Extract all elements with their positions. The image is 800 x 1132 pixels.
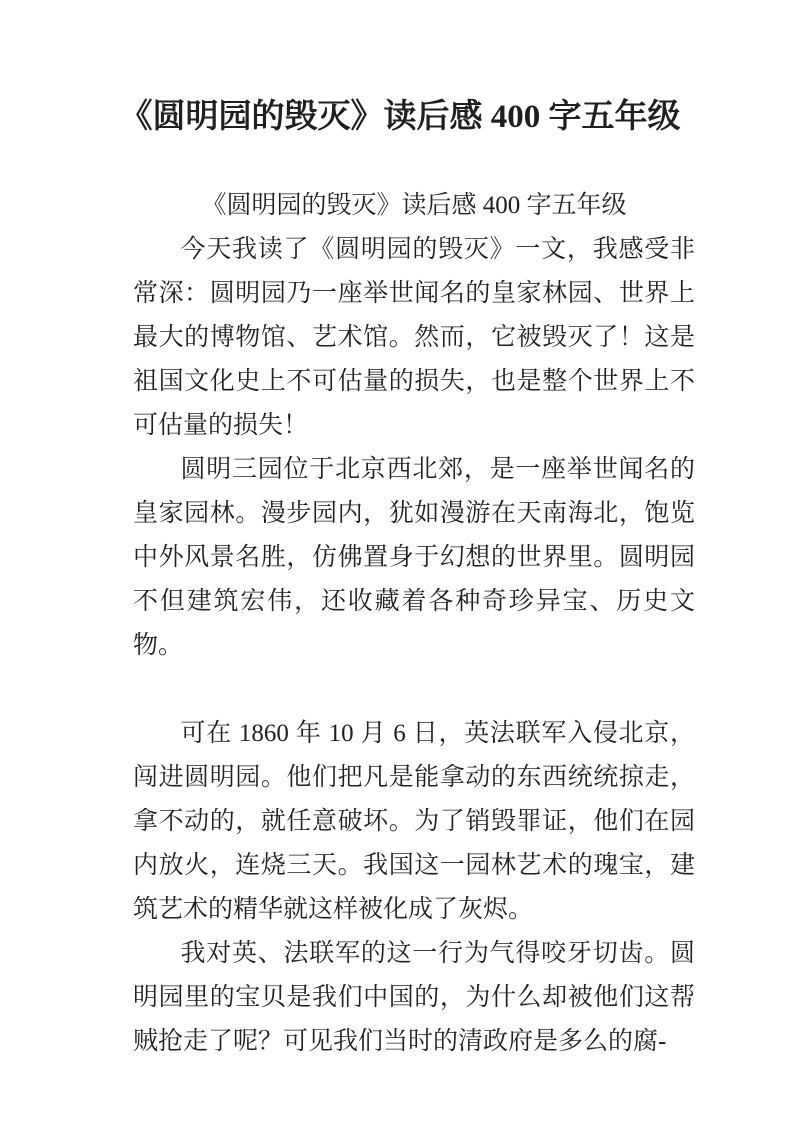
paragraph-garden-description: 圆明三园位于北京西北郊，是一座举世闻名的皇家园林。漫步园内，犹如漫游在天南海北，饱览中外风景名胜，仿佛置身于幻想的世界里。圆明园不但建筑宏伟，还收藏着各种奇珍异宝、历史文物。	[133, 456, 695, 659]
document-title: 《圆明园的毁灭》读后感 400 字五年级	[119, 99, 681, 135]
document-subtitle: 《圆明园的毁灭》读后感 400 字五年级	[201, 192, 627, 219]
document-body	[133, 184, 695, 1064]
paragraph-intro: 今天我读了《圆明园的毁灭》一文，我感受非常深：圆明园乃一座举世闻名的皇家林园、世界上最大的博物馆、艺术馆。然而，它被毁灭了！这是祖国文化史上不可估量的损失，也是整个世界上不可估量的损失！	[133, 236, 695, 439]
paragraph-destruction: 可在 1860 年 10 月 6 日，英法联军入侵北京，闯进圆明园。他们把凡是能拿动的东西统统掠走，拿不动的，就任意破坏。为了销毁罪证，他们在园内放火，连烧三天。我国这一园林艺术的瑰宝，建筑艺术的精华就这样被化成了灰烬。	[133, 720, 695, 923]
paragraph-reaction: 我对英、法联军的这一行为气得咬牙切齿。圆明园里的宝贝是我们中国的，为什么却被他们这帮贼抢走了呢？可见我们当时的清政府是多么的腐-	[133, 940, 695, 1055]
